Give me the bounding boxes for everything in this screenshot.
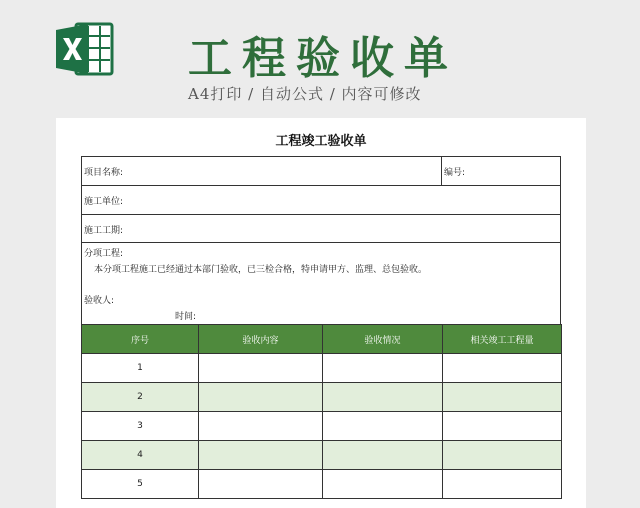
page-title: 工程验收单 <box>188 33 458 84</box>
table-cell[interactable] <box>199 383 323 412</box>
table-cell[interactable]: 3 <box>82 412 199 441</box>
table-cell[interactable] <box>199 354 323 383</box>
form-row-project <box>82 157 560 186</box>
table-cell[interactable] <box>199 441 323 470</box>
construction-unit-label: 施工单位: <box>84 197 124 207</box>
table-cell[interactable] <box>199 412 323 441</box>
form-row-subproject <box>82 243 560 325</box>
table-cell[interactable] <box>443 441 562 470</box>
table-row <box>82 383 562 412</box>
table-cell[interactable] <box>443 412 562 441</box>
table-row <box>82 441 562 470</box>
table-row <box>82 470 562 499</box>
table-row <box>82 354 562 383</box>
table-header-row <box>82 325 562 354</box>
acceptance-table <box>81 324 562 499</box>
number-label: 编号: <box>444 168 466 178</box>
excel-logo-icon <box>54 20 116 78</box>
cell-divider <box>441 157 442 185</box>
page-subtitle: A4打印 / 自动公式 / 内容可修改 <box>188 85 422 103</box>
table-cell[interactable]: 4 <box>82 441 199 470</box>
form-row-period <box>82 215 560 243</box>
table-cell[interactable] <box>443 470 562 499</box>
table-cell[interactable] <box>323 412 443 441</box>
column-header: 相关竣工工程量 <box>443 325 562 354</box>
document-title: 工程竣工验收单 <box>275 134 367 149</box>
construction-period-label: 施工工期: <box>84 226 124 236</box>
sub-project-label: 分项工程: <box>84 249 124 259</box>
table-cell[interactable] <box>323 383 443 412</box>
inspector-label: 验收人: <box>84 296 115 306</box>
header-banner <box>0 0 640 116</box>
table-cell[interactable] <box>323 441 443 470</box>
table-cell[interactable]: 2 <box>82 383 199 412</box>
statement-text: 本分项工程施工已经通过本部门验收，已三检合格，特申请甲方、监理、总包验收。 <box>94 265 428 275</box>
project-name-label: 项目名称: <box>84 168 124 178</box>
table-cell[interactable] <box>323 470 443 499</box>
info-form <box>81 156 561 325</box>
table-row <box>82 412 562 441</box>
form-row-unit <box>82 186 560 215</box>
table-cell[interactable]: 1 <box>82 354 199 383</box>
time-label: 时间: <box>175 312 197 322</box>
column-header: 验收情况 <box>323 325 443 354</box>
table-cell[interactable] <box>443 354 562 383</box>
table-cell[interactable] <box>199 470 323 499</box>
table-cell[interactable] <box>443 383 562 412</box>
column-header: 验收内容 <box>199 325 323 354</box>
table-cell[interactable] <box>323 354 443 383</box>
document-sheet <box>56 118 586 508</box>
table-cell[interactable]: 5 <box>82 470 199 499</box>
column-header: 序号 <box>82 325 199 354</box>
